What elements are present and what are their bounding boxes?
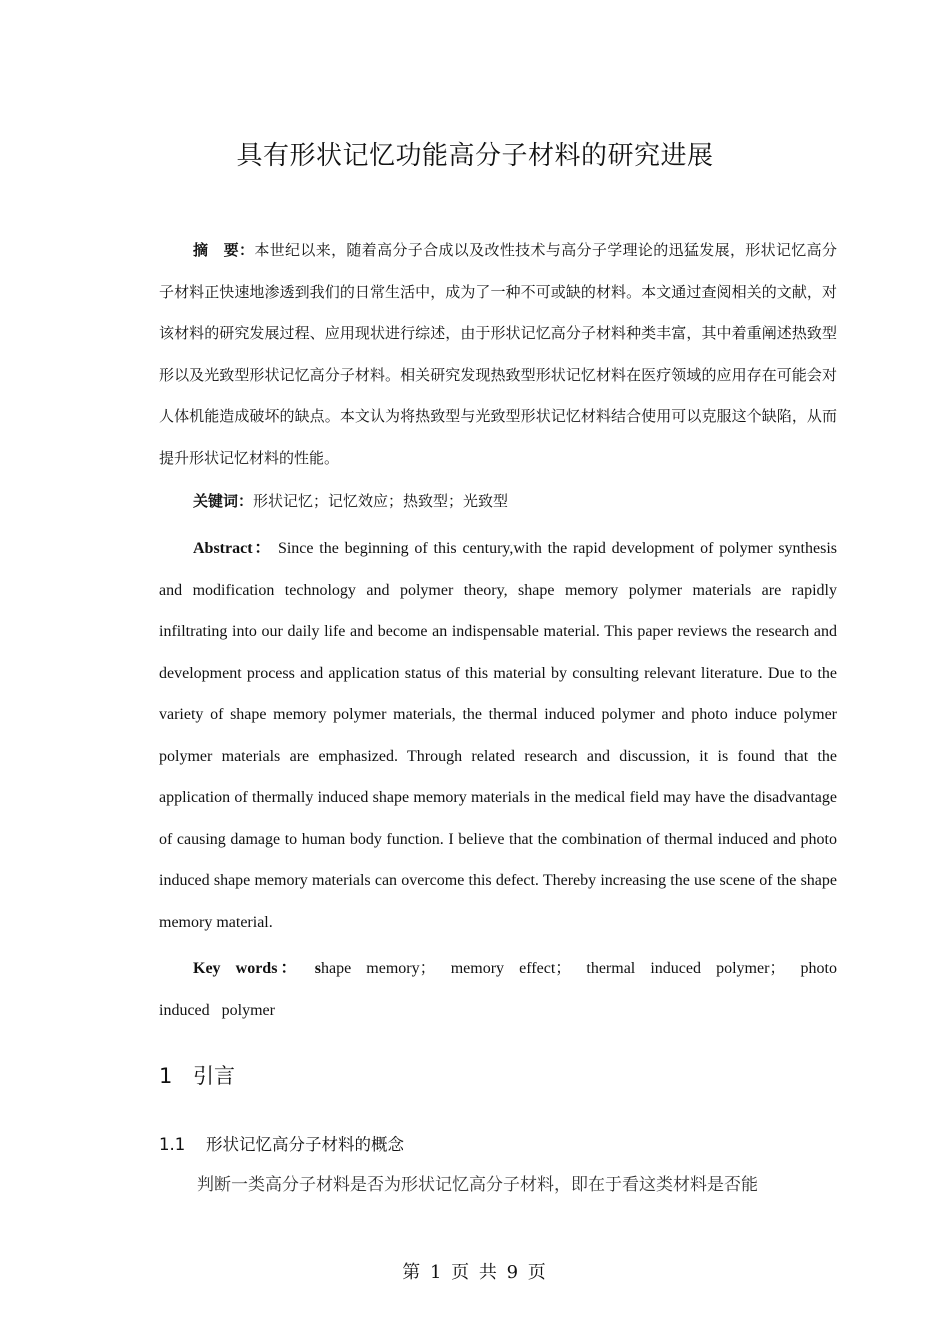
english-abstract-label: Abstract： <box>193 540 273 557</box>
chinese-abstract-label: 摘 要： <box>193 241 255 259</box>
chinese-abstract <box>159 230 837 479</box>
english-keywords <box>159 948 837 1031</box>
english-keywords-text: hape memory； memory effect； thermal induced polymer； photo induced polymer <box>159 960 837 1019</box>
chinese-keywords-text: 形状记忆；记忆效应；热致型；光致型 <box>253 492 509 510</box>
section-number: 1 <box>159 1064 173 1088</box>
subsection-heading-1-1 <box>159 1131 404 1155</box>
english-keywords-label: Key words： <box>193 960 300 977</box>
english-abstract-text: Since the beginning of this century,with the rapid development of polymer synthesis and modification technology and polymer theory, shape memory polymer materials are rapidly infiltrating into our daily life and become an indispensable material. This paper reviews the research and development process and application status of this material by consulting relevant literature. Due to the variety of shape memory polymer materials, the thermal induced polymer and photo induce polymer polymer materials are emphasized. Through related research and discussion, it is found that the application of thermally induced shape memory materials in the medical field may have the disadvantage of causing damage to human body function. I believe that the combination of thermal induced and photo induced shape memory materials can overcome this defect. Thereby increasing the use scene of the shape memory material. <box>159 540 837 931</box>
english-abstract <box>159 528 837 943</box>
paper-title: 具有形状记忆功能高分子材料的研究进展 <box>236 141 714 172</box>
english-keywords-first-letter: s <box>314 960 321 977</box>
section-title: 引言 <box>193 1064 235 1088</box>
page-footer: 第 1 页 共 9 页 <box>402 1262 548 1283</box>
section-heading-1 <box>159 1060 235 1090</box>
body-paragraph: 判断一类高分子材料是否为形状记忆高分子材料，即在于看这类材料是否能 <box>197 1175 758 1195</box>
chinese-keywords-label: 关键词： <box>193 492 254 510</box>
subsection-title: 形状记忆高分子材料的概念 <box>206 1135 404 1154</box>
subsection-number: 1.1 <box>159 1135 186 1154</box>
chinese-keywords <box>159 481 837 523</box>
chinese-abstract-text: 本世纪以来，随着高分子合成以及改性技术与高分子学理论的迅猛发展，形状记忆高分子材料正快速地渗透到我们的日常生活中，成为了一种不可或缺的材料。本文通过查阅相关的文献，对该材料的研究发展过程、应用现状进行综述，由于形状记忆高分子材料种类丰富，其中着重阐述热致型形以及光致型形状记忆高分子材料。相关研究发现热致型形状记忆材料在医疗领域的应用存在可能会对人体机能造成破坏的缺点。本文认为将热致型与光致型形状记忆材料结合使用可以克服这个缺陷，从而提升形状记忆材料的性能。 <box>159 241 837 467</box>
